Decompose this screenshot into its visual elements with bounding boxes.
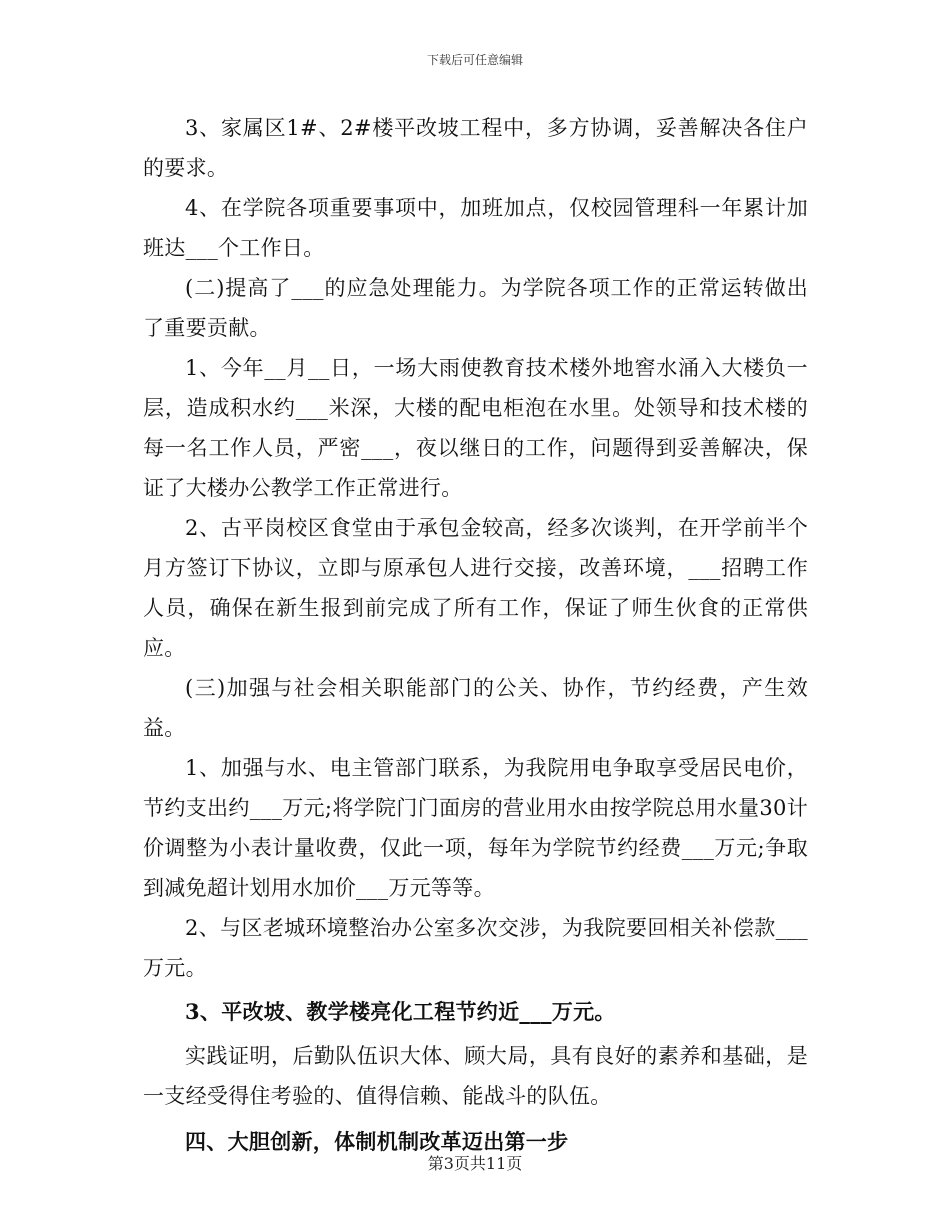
paragraph: 3、家属区1#、2#楼平改坡工程中，多方协调，妥善解决各住户的要求。 — [143, 116, 808, 180]
section-heading: (三)加强与社会相关职能部门的公关、协作，节约经费，产生效益。 — [143, 676, 808, 740]
page-header: 下载后可任意编辑 — [426, 53, 523, 67]
paragraph: 4、在学院各项重要事项中，加班加点，仅校园管理科一年累计加班达___个工作日。 — [143, 196, 808, 260]
paragraph: 1、今年__月__日，一场大雨使教育技术楼外地窖水涌入大楼负一层，造成积水约___米深，大楼的配电柜泡在水里。处领导和技术楼的每一名工作人员，严密___，夜以继日的工作，问题得到妥善解决，保证了大楼办公教学工作正常进行。 — [143, 356, 808, 500]
paragraph: 实践证明，后勤队伍识大体、顾大局，具有良好的素养和基础，是一支经受得住考验的、值得信赖、能战斗的队伍。 — [143, 1044, 808, 1108]
paragraph: 2、古平岗校区食堂由于承包金较高，经多次谈判，在开学前半个月方签订下协议，立即与原承包人进行交接，改善环境，___招聘工作人员，确保在新生报到前完成了所有工作，保证了师生伙食的正常供应。 — [143, 516, 808, 660]
section-heading: (二)提高了___的应急处理能力。为学院各项工作的正常运转做出了重要贡献。 — [143, 276, 808, 340]
paragraph: 2、与区老城环境整治办公室多次交涉，为我院要回相关补偿款___万元。 — [143, 916, 808, 980]
document-body — [143, 108, 808, 1162]
paragraph: 1、加强与水、电主管部门联系，为我院用电争取享受居民电价，节约支出约___万元;将学院门门面房的营业用水由按学院总用水量30计价调整为小表计量收费，仅此一项，每年为学院节约经费___万元;争取到减免超计划用水加价___万元等等。 — [143, 756, 808, 900]
chapter-heading: 四、大胆创新，体制机制改革迈出第一步 — [185, 1129, 569, 1154]
page-number: 第3页共11页 — [427, 1154, 523, 1173]
paragraph-bold: 3、平改坡、教学楼亮化工程节约近___万元。 — [185, 999, 616, 1024]
